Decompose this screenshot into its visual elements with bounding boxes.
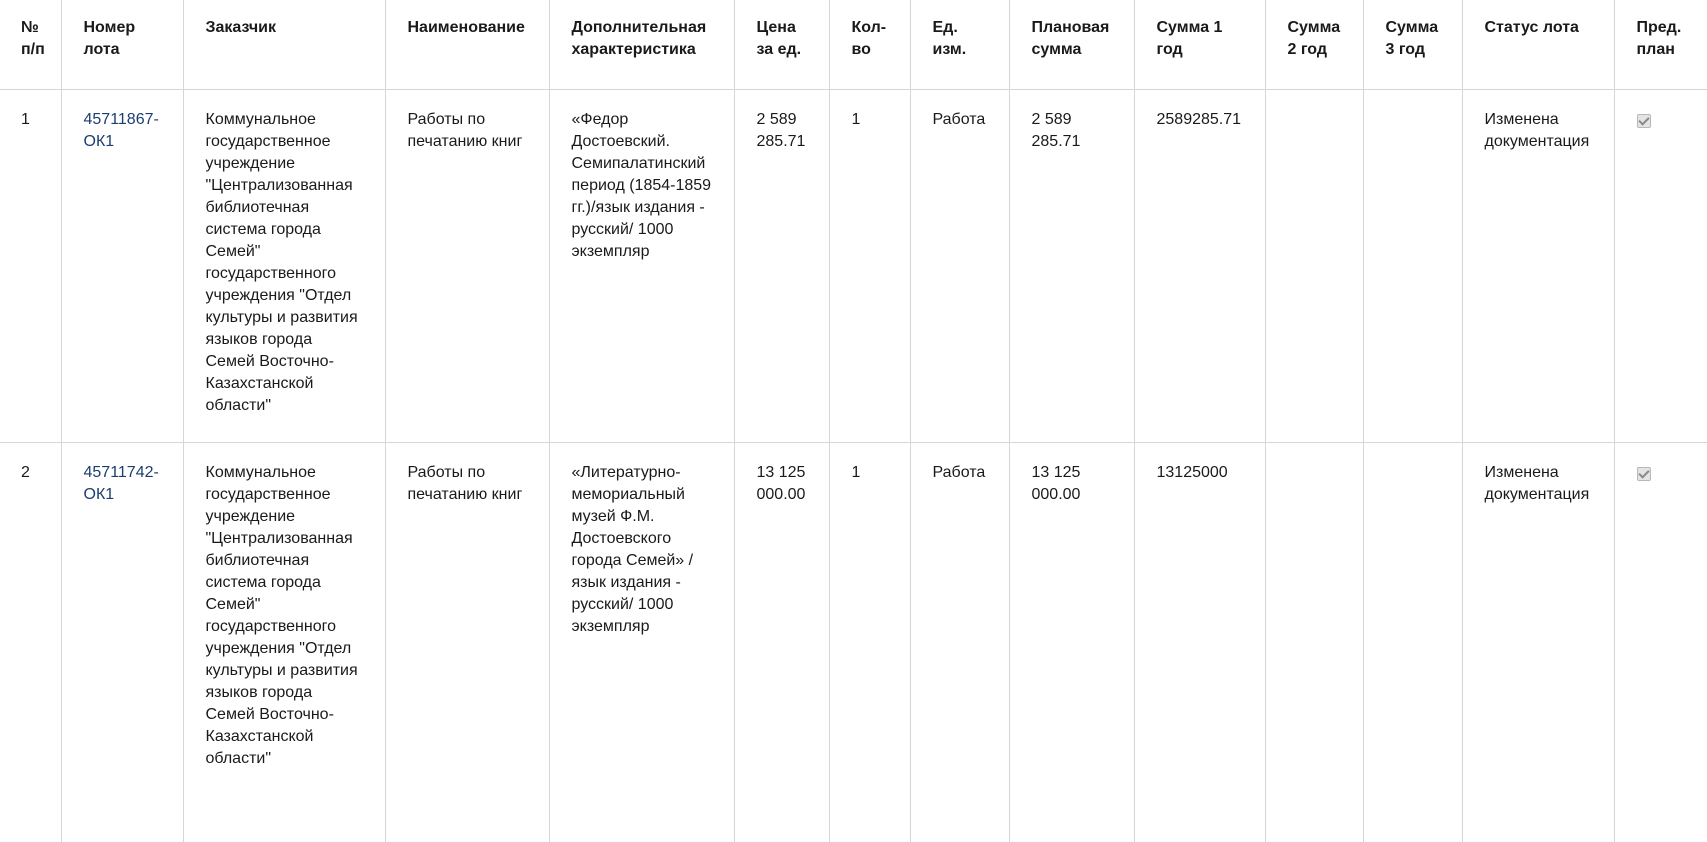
cell-lot-number bbox=[61, 442, 183, 842]
header-planned-sum: Плановая сумма bbox=[1009, 0, 1134, 89]
lot-number-link[interactable]: 45711742-ОК1 bbox=[83, 463, 159, 503]
table-header-row bbox=[0, 0, 1707, 89]
cell-sum-year1: 2589285.71 bbox=[1134, 89, 1265, 442]
header-qty: Кол-во bbox=[829, 0, 910, 89]
header-pre-plan: Пред. план bbox=[1614, 0, 1707, 89]
cell-num: 2 bbox=[0, 442, 61, 842]
cell-name: Работы по печатанию книг bbox=[385, 442, 549, 842]
header-sum-year3: Сумма 3 год bbox=[1363, 0, 1462, 89]
header-lot-number: Номер лота bbox=[61, 0, 183, 89]
header-unit: Ед. изм. bbox=[910, 0, 1009, 89]
cell-pre-plan bbox=[1614, 442, 1707, 842]
cell-sum-year1: 13125000 bbox=[1134, 442, 1265, 842]
cell-name: Работы по печатанию книг bbox=[385, 89, 549, 442]
header-sum-year2: Сумма 2 год bbox=[1265, 0, 1363, 89]
header-name: Наименование bbox=[385, 0, 549, 89]
cell-qty: 1 bbox=[829, 89, 910, 442]
cell-sum-year3 bbox=[1363, 442, 1462, 842]
cell-customer: Коммунальное государственное учреждение "Централизованная библиотечная система города Семей" государственного учреждения "Отдел культуры и развития языков города Семей Восточно-Казахстанской области" bbox=[183, 89, 385, 442]
cell-num: 1 bbox=[0, 89, 61, 442]
header-unit-price: Цена за ед. bbox=[734, 0, 829, 89]
cell-extra: «Федор Достоевский. Семипалатинский период (1854-1859 гг.)/язык издания - русский/ 1000 экземпляр bbox=[549, 89, 734, 442]
cell-qty: 1 bbox=[829, 442, 910, 842]
lot-number-link[interactable]: 45711867-ОК1 bbox=[83, 110, 159, 150]
table-row bbox=[0, 89, 1707, 442]
cell-planned-sum: 13 125 000.00 bbox=[1009, 442, 1134, 842]
pre-plan-checkbox[interactable] bbox=[1637, 467, 1651, 481]
cell-pre-plan bbox=[1614, 89, 1707, 442]
cell-unit-price: 13 125 000.00 bbox=[734, 442, 829, 842]
header-num: № п/п bbox=[0, 0, 61, 89]
cell-sum-year2 bbox=[1265, 89, 1363, 442]
cell-planned-sum: 2 589 285.71 bbox=[1009, 89, 1134, 442]
cell-status: Изменена документация bbox=[1462, 442, 1614, 842]
cell-customer: Коммунальное государственное учреждение "Централизованная библиотечная система города Семей" государственного учреждения "Отдел культуры и развития языков города Семей Восточно-Казахстанской области" bbox=[183, 442, 385, 842]
cell-unit: Работа bbox=[910, 442, 1009, 842]
header-status: Статус лота bbox=[1462, 0, 1614, 89]
cell-status: Изменена документация bbox=[1462, 89, 1614, 442]
header-sum-year1: Сумма 1 год bbox=[1134, 0, 1265, 89]
cell-extra: «Литературно-мемориальный музей Ф.М. Достоевского города Семей» / язык издания - русский/ 1000 экземпляр bbox=[549, 442, 734, 842]
header-extra: Дополнительная характеристика bbox=[549, 0, 734, 89]
cell-sum-year3 bbox=[1363, 89, 1462, 442]
cell-unit-price: 2 589 285.71 bbox=[734, 89, 829, 442]
table-row bbox=[0, 442, 1707, 842]
header-customer: Заказчик bbox=[183, 0, 385, 89]
cell-lot-number bbox=[61, 89, 183, 442]
pre-plan-checkbox[interactable] bbox=[1637, 114, 1651, 128]
cell-unit: Работа bbox=[910, 89, 1009, 442]
cell-sum-year2 bbox=[1265, 442, 1363, 842]
